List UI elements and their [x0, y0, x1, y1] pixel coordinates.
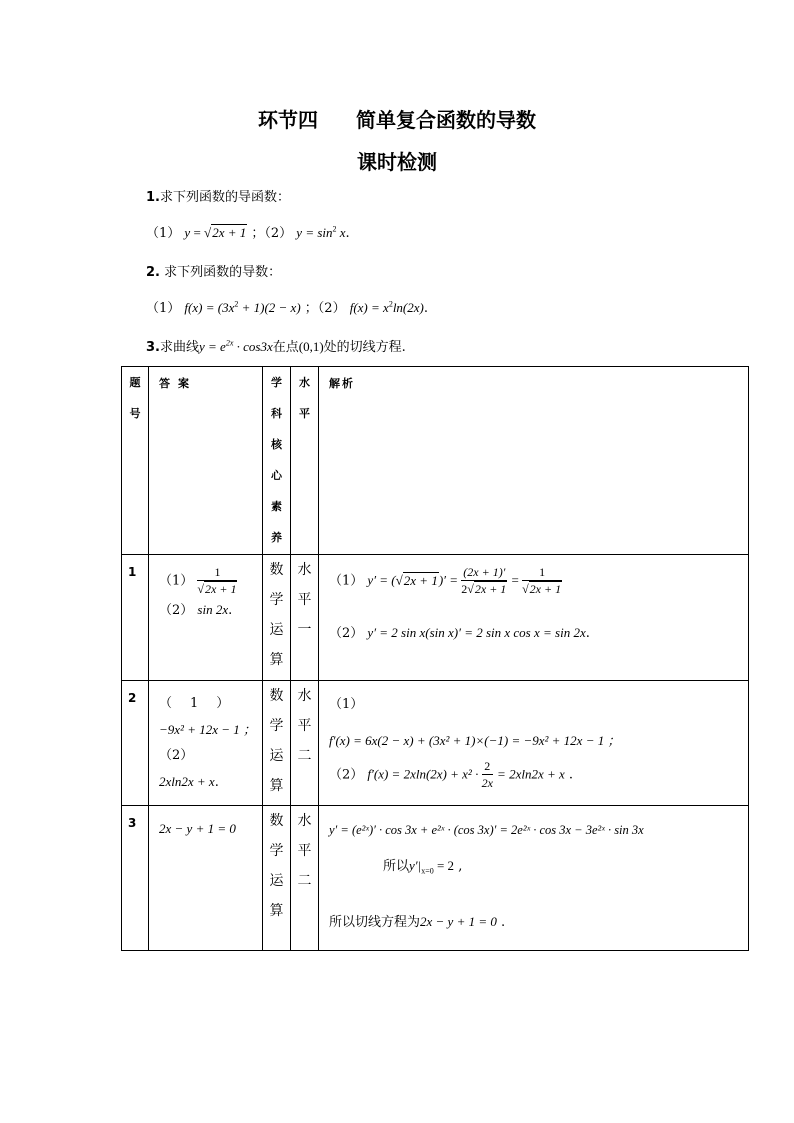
vertical-text: 水平二: [297, 688, 312, 764]
formula: 2x − y + 1 = 0: [159, 821, 236, 836]
vertical-text: 水平: [299, 376, 310, 420]
item-label: （1）: [329, 573, 364, 589]
item-label: （2）: [329, 626, 364, 641]
row-index: 3: [122, 806, 149, 951]
radicand: 2x + 1: [474, 582, 507, 596]
formula: sin 2x: [197, 602, 229, 617]
header-literacy: [263, 367, 291, 555]
vertical-text: 数学运算: [269, 688, 284, 794]
vertical-text: 数学运算: [269, 562, 284, 668]
punct: .: [564, 767, 574, 783]
formula: y = sin: [296, 225, 333, 240]
question-2: [146, 261, 281, 280]
formula: y: [184, 225, 191, 240]
header-analysis: [319, 367, 749, 555]
fraction: $\frac{(2x + 1)'}{2√2x + 1}$: [461, 565, 507, 596]
question-text: 求下列函数的导函数：: [159, 190, 290, 205]
item-label: （2）: [329, 767, 364, 783]
item-label: （1）: [146, 226, 181, 241]
lesson-title: [0, 104, 794, 133]
vertical-text: 学科核心素养: [271, 376, 282, 544]
row-analysis: （1） y′ = (√2x + 1)′ = $\frac{(2x + 1)'}{2√2x + 1}$ = $\frac{1}{√2x + 1}$ （2） y′ = 2 sin x(sin x)′ = 2 sin x cos x = sin 2x.: [319, 555, 749, 681]
radicand: 2x + 1: [205, 582, 237, 596]
question-text: 求下列函数的导数：: [159, 265, 282, 280]
row-answer: [149, 555, 263, 681]
row-literacy: [263, 681, 291, 806]
formula: x: [336, 225, 346, 240]
formula: · cos3x: [233, 339, 273, 354]
question-text: 求曲线: [159, 340, 199, 355]
subscript: x=0: [421, 866, 434, 876]
formula: y′ = (: [367, 572, 396, 588]
formula: = 2: [433, 858, 455, 873]
formula: f′(x) = 2xln(2x) + x² ·: [367, 766, 482, 782]
formula: f(x) = (3x: [184, 300, 235, 315]
row-analysis: [319, 806, 749, 951]
analysis-text: 所以: [383, 859, 410, 874]
exponent: 2x: [225, 338, 234, 348]
row-analysis: [319, 681, 749, 806]
formula: y′ = (e²ˣ)′ · cos 3x + e²ˣ · (cos 3x)′ = 2e²ˣ · cos 3x − 3e²ˣ · sin 3x: [329, 823, 644, 837]
item-label: （1）: [159, 696, 248, 711]
question-1: [146, 186, 290, 205]
vertical-text: 题号: [129, 376, 141, 420]
numerator: (2x + 1)′: [463, 565, 506, 579]
formula: + 1)(2 − x): [238, 300, 301, 315]
formula: )′ =: [438, 572, 462, 588]
row-level: [291, 681, 319, 806]
table-header-row: [122, 367, 749, 555]
item-label: （1）: [159, 573, 194, 589]
question-text: 在点: [272, 340, 299, 355]
punct: .: [496, 914, 506, 930]
lesson-topic: 简单复合函数的导数: [356, 108, 536, 132]
exponent: 2: [388, 299, 393, 309]
item-label: （1）: [146, 301, 181, 316]
question-text: 处的切线方程.: [323, 340, 406, 355]
item-label: （2）: [159, 603, 194, 618]
question-number: 1.: [146, 190, 160, 205]
row-answer: [149, 681, 263, 806]
vertical-text: 水平二: [297, 813, 312, 889]
row-answer: [149, 806, 263, 951]
question-number: 2.: [146, 265, 160, 280]
punct: ,: [454, 859, 463, 874]
question-number: 3.: [146, 340, 160, 355]
analysis-text: 所以切线方程为: [329, 914, 421, 930]
question-3: [146, 336, 406, 355]
denominator: 2: [461, 582, 468, 596]
separator: ；（2）: [304, 301, 346, 316]
fraction: $\frac{1}{√2x + 1}$: [197, 565, 237, 596]
numerator: 2: [482, 759, 493, 775]
radicand: 2x + 1: [212, 225, 247, 240]
formula: 2xln2x + x: [159, 774, 215, 789]
formula: y = e: [199, 339, 226, 354]
formula: 2x − y + 1 = 0: [420, 913, 497, 929]
header-index: [122, 367, 149, 555]
table-row: [122, 681, 749, 806]
separator: ；（2）: [251, 226, 293, 241]
vertical-text: 数学运算: [269, 813, 284, 919]
formula: f(x) = x: [349, 300, 389, 315]
table-row: [122, 555, 749, 681]
fraction: [482, 759, 493, 791]
answer-table: [121, 366, 749, 951]
denominator: 2x: [481, 776, 493, 790]
header-text: 答案: [159, 377, 197, 390]
punct: .: [214, 775, 219, 790]
punct: .: [228, 603, 233, 618]
header-answer: [149, 367, 263, 555]
radicand: 2x + 1: [403, 572, 438, 588]
formula: = 2xln2x + x: [497, 766, 565, 782]
lesson-section: 环节四: [258, 108, 318, 132]
question-1-items: （1） y = √2x + 1 ；（2） $y = \sin^2 x$.: [146, 224, 350, 241]
fraction: $\frac{1}{√2x + 1}$: [522, 565, 562, 596]
formula: y′|: [409, 858, 422, 873]
header-text: 解析: [329, 377, 355, 390]
row-index: 1: [122, 555, 149, 681]
point: (0,1): [298, 339, 324, 354]
exponent: 2: [234, 299, 239, 309]
item-label: （1）: [329, 697, 364, 712]
header-level: [291, 367, 319, 555]
question-2-items: [146, 297, 428, 316]
row-level: [291, 806, 319, 951]
row-literacy: [263, 806, 291, 951]
formula: y′ = 2 sin x(sin x)′ = 2 sin x cos x = sin 2x: [367, 625, 586, 640]
row-level: [291, 555, 319, 681]
formula: f′(x) = 6x(2 − x) + (3x² + 1)×(−1) = −9x² + 12x − 1 ；: [329, 733, 621, 748]
formula: −9x² + 12x − 1 ；: [159, 722, 257, 737]
item-label: （2）: [159, 748, 194, 763]
numerator: 1: [197, 565, 237, 581]
punct: .: [585, 626, 590, 641]
punct: .: [423, 301, 428, 316]
formula: ln(2x): [392, 300, 424, 315]
formula: =: [190, 225, 205, 240]
table-row: [122, 806, 749, 951]
row-literacy: [263, 555, 291, 681]
punct: .: [345, 226, 350, 241]
formula: =: [511, 572, 523, 588]
numerator: 1: [522, 565, 562, 581]
lesson-subtitle: 课时检测: [357, 150, 437, 174]
vertical-text: 水平一: [297, 562, 312, 638]
exponent: 2: [332, 224, 337, 234]
radicand: 2x + 1: [529, 582, 562, 596]
row-index: 2: [122, 681, 149, 806]
